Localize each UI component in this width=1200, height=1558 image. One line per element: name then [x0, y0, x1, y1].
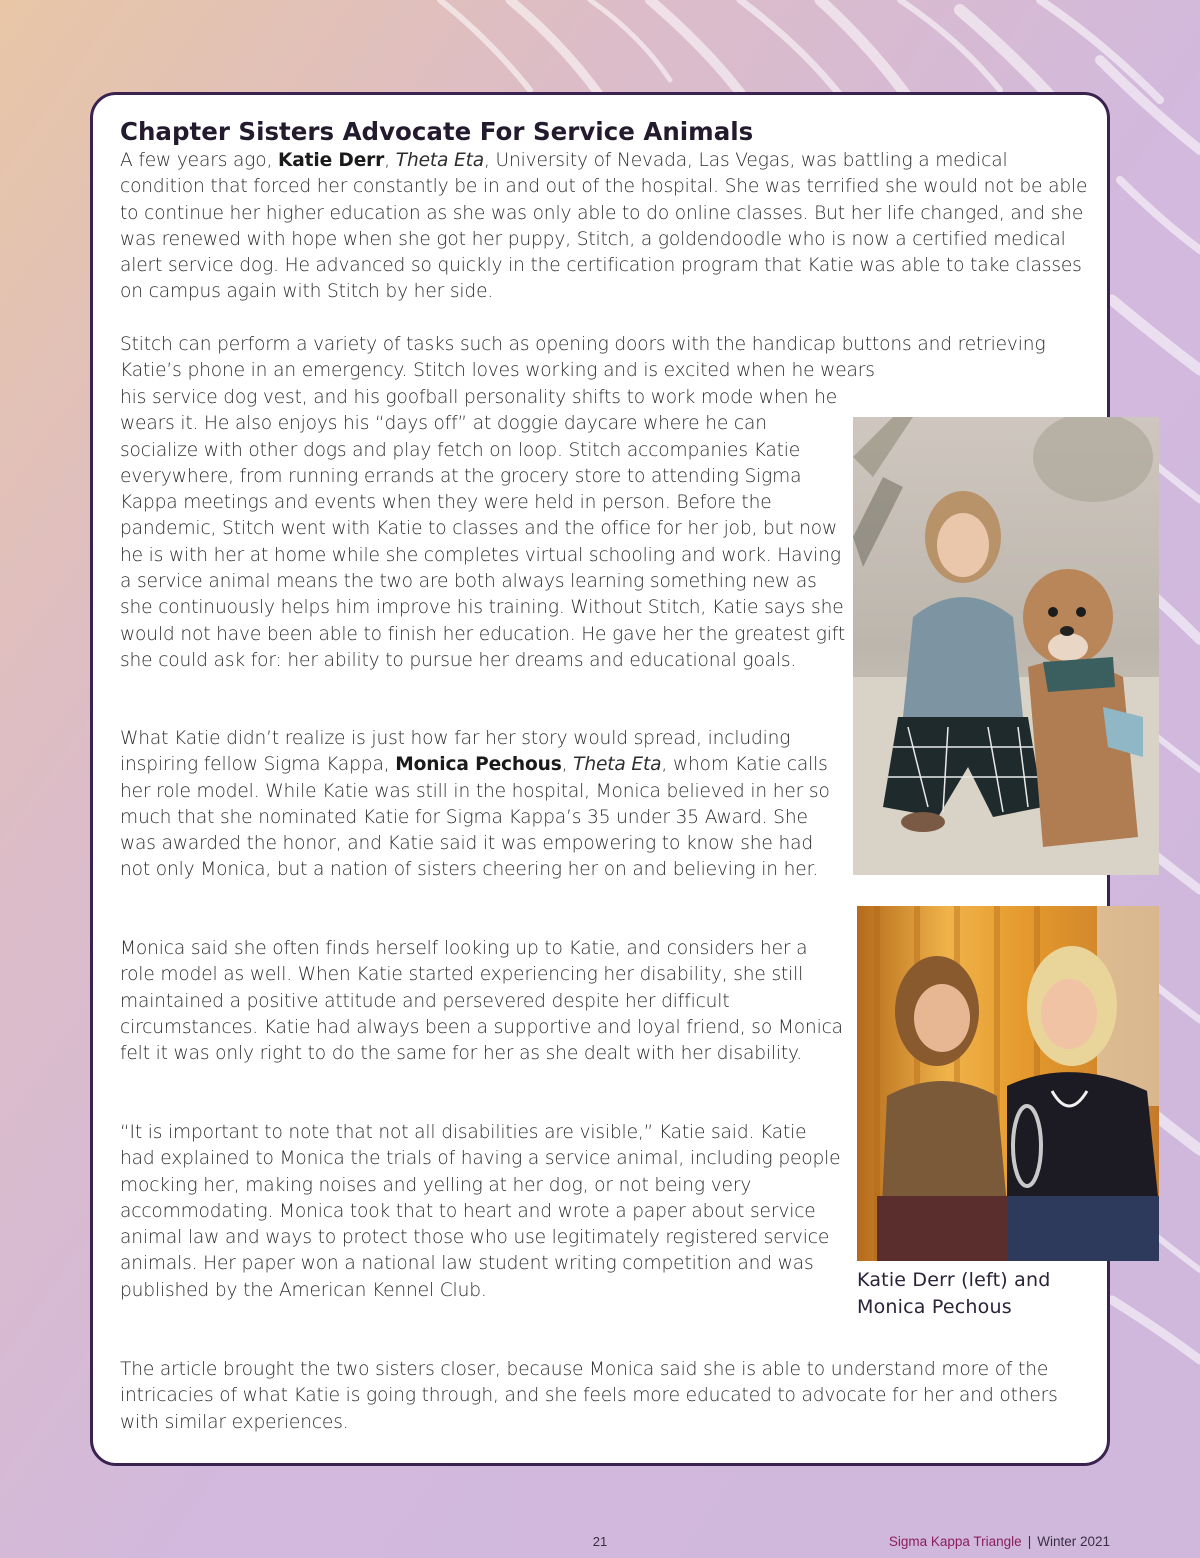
text: What Katie didn’t realize is just how far her story would spread, including inspiring fellow Sigma Kappa,: [120, 728, 791, 776]
paragraph-1: [120, 148, 1095, 306]
photo-katie-and-monica-image: [857, 906, 1159, 1261]
paragraph-4: Monica said she often finds herself looking up to Katie, and considers her a role model as well. When Katie started experiencing her disability, she still maintained a positive attitude and persevered despite her difficult circumstances. Katie had always been a supportive and loyal friend, so Monica felt it was only right to do the same for her as she dealt with her disability.: [120, 938, 843, 1065]
person-name: Monica Pechous: [395, 754, 562, 776]
paragraph-5: “It is important to note that not all disabilities are visible,” Katie said. Katie had explained to Monica the trials of having a service animal, including people mocking her, making noises and yelling at her dog, or not being very accommodating. Monica took that to heart and wrote a paper about service animal law and ways to protect those who use legitimately registered service animals. Her paper won a national law student writing competition and was published by the American Kennel Club.: [120, 1122, 841, 1301]
photo-katie-with-stitch: [853, 417, 1159, 875]
chapter-name: Theta Eta: [573, 754, 662, 776]
text: ,: [561, 754, 574, 776]
issue-label: Winter 2021: [1037, 1534, 1110, 1549]
photo-katie-and-monica: [857, 906, 1159, 1261]
paragraph-2-intro: Stitch can perform a variety of tasks such as opening doors with the handicap buttons and retrieving Katie’s phone in an emergency. Stitch loves working and is excited when he wears: [120, 334, 1046, 382]
page-number: 21: [592, 1534, 608, 1549]
text: , whom Katie calls her role model. While Katie was still in the hospital, Monica believed in her so much that she nominated Katie for Sigma Kappa’s 35 under 35 Award. She was awarded the honor, and Katie said it was empowering to know she had not only Monica, but a nation of sisters cheering her on and believing in her.: [120, 754, 830, 881]
text: , University of Nevada, Las Vegas, was battling a medical condition that forced her constantly be in and out of the hospital. She was terrified she would not be able to continue her higher education as she was only able to do online classes. But her life changed, and she was renewed with hope when she got her puppy, Stitch, a goldendoodle who is now a certified medical alert service dog. He advanced so quickly in the certification program that Katie was able to take classes on campus again with Stitch by her side.: [120, 150, 1088, 303]
photo-katie-with-stitch-image: [853, 417, 1159, 875]
photo-caption: Katie Derr (left) and Monica Pechous: [857, 1269, 1051, 1318]
chapter-name: Theta Eta: [395, 150, 484, 171]
text: A few years ago,: [120, 150, 279, 171]
publication-name: Sigma Kappa Triangle: [888, 1534, 1022, 1549]
paragraph-3: [120, 726, 845, 884]
separator: |: [1027, 1534, 1032, 1549]
person-name: Katie Derr: [278, 150, 385, 171]
text: ,: [384, 150, 396, 171]
article-title: Chapter Sisters Advocate For Service Animals: [120, 117, 754, 146]
paragraph-2-body: his service dog vest, and his goofball personality shifts to work mode when he wears it. He also enjoys his “days off” at doggie daycare where he can socialize with other dogs and play fetch on loop. Stitch accompanies Katie everywhere, from running errands at the grocery store to attending Sigma Kappa meetings and events when they were held in person. Before the pandemic, Stitch went with Katie to classes and the office for her job, but now he is with her at home while she completes virtual schooling and work. Having a service animal means the two are both always learning something new as she continuously helps him improve his training. Without Stitch, Katie says she would not have been able to finish her education. He gave her the greatest gift she could ask for: her ability to pursue her dreams and educational goals.: [120, 387, 845, 671]
publication-footer: [889, 1534, 1110, 1549]
paragraph-6: The article brought the two sisters closer, because Monica said she is able to understand more of the intricacies of what Katie is going through, and she feels more educated to advocate for her and others with similar experiences.: [120, 1359, 1058, 1433]
